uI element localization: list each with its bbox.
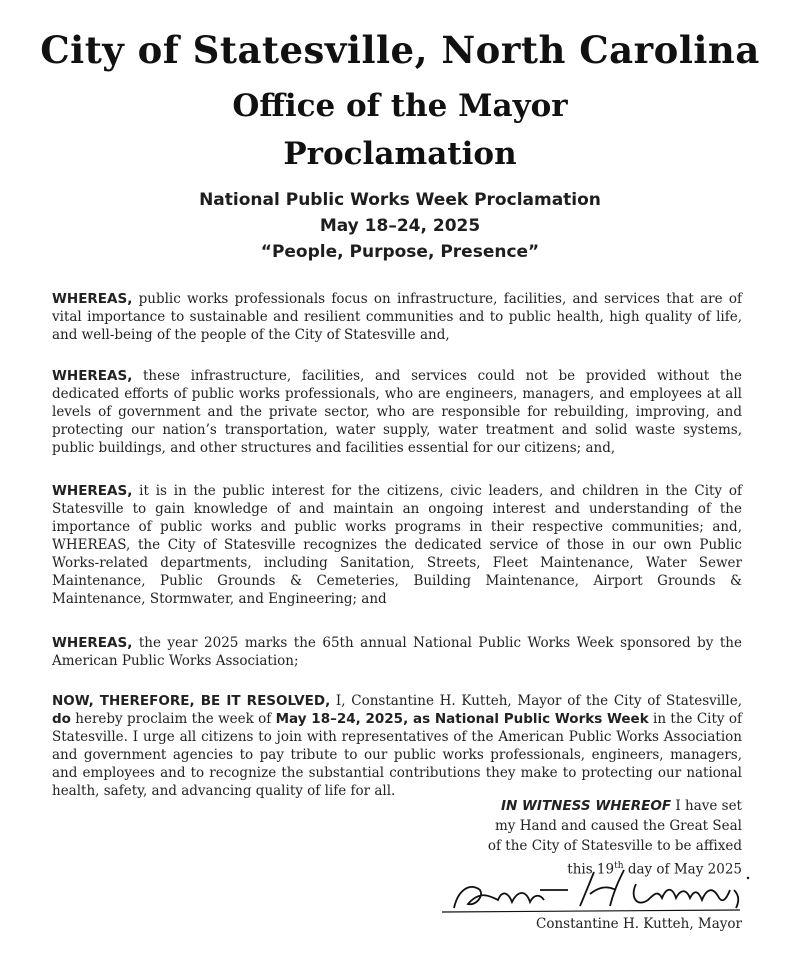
proclamation-heading: Proclamation <box>283 136 517 172</box>
resolved-lead: NOW, THEREFORE, BE IT RESOLVED, <box>52 693 331 709</box>
proclamation-title: National Public Works Week Proclamation <box>199 190 601 210</box>
paragraph-text: these infrastructure, facilities, and services could not be provided without the dedicated efforts of public works professionals, who are engineers, managers, and employees at all levels of government and the private sector, who are responsible for rebuilding, improving, and protecting our nation’s transportation, water supply, water treatment and solid waste systems, public buildings, and other structures and facilities essential for our citizens; and, <box>52 368 742 456</box>
witness-line-1 <box>442 796 742 816</box>
proclamation-dates: May 18–24, 2025 <box>319 216 481 236</box>
office-heading: Office of the Mayor <box>232 88 568 124</box>
ordinal-suffix: th <box>614 861 624 871</box>
witness-line-2: my Hand and caused the Great Seal <box>495 818 742 834</box>
witness-text: day of May 2025 <box>623 861 742 878</box>
paragraph-text: in the City of Statesville. I urge all citizens to join with representatives of the American Public Works Association and government agencies to pay tribute to our public works professionals, engineers, managers, and employees and to recognize the substantial contributions they make to protecting our national health, safety, and advancing quality of life for all. <box>52 711 743 799</box>
witness-line-3: of the City of Statesville to be affixed <box>487 838 742 854</box>
whereas-paragraph-2 <box>52 367 742 457</box>
whereas-lead: WHEREAS, <box>52 483 133 499</box>
city-heading: City of Statesville, North Carolina <box>40 28 760 72</box>
whereas-lead: WHEREAS, <box>52 291 133 307</box>
witness-text: this 19 <box>567 861 615 878</box>
whereas-paragraph-4 <box>52 634 742 670</box>
paragraph-text: hereby proclaim the week of <box>70 711 276 727</box>
emphasis-text: do <box>52 711 71 727</box>
whereas-lead: WHEREAS, <box>52 368 133 384</box>
emphasis-text: May 18–24, 2025, as National Public Works Week <box>275 711 649 727</box>
whereas-lead: WHEREAS, <box>52 635 133 651</box>
mayor-signature <box>440 860 760 920</box>
paragraph-text: I, Constantine H. Kutteh, Mayor of the City of Statesville, <box>330 693 742 709</box>
witness-lead: IN WITNESS WHEREOF <box>501 798 672 814</box>
witness-text: I have set <box>671 798 742 814</box>
whereas-paragraph-1 <box>52 290 742 344</box>
signer-name: Constantine H. Kutteh, Mayor <box>535 916 742 932</box>
paragraph-text: public works professionals focus on infrastructure, facilities, and services that are of vital importance to sustainable and resilient communities and to public health, high quality of life, and well-being of the people of the City of Statesville and, <box>52 291 742 343</box>
whereas-paragraph-3 <box>52 482 742 608</box>
proclamation-theme: “People, Purpose, Presence” <box>260 242 540 262</box>
paragraph-text: it is in the public interest for the citizens, civic leaders, and children in the City of Statesville to gain knowledge of and maintain an ongoing interest and understanding of the importance of public works and public works programs in their respective communities; and, WHEREAS, the City of Statesville recognizes the dedicated service of those in our own Public Works-related departments, including Sanitation, Streets, Fleet Maintenance, Water Sewer Maintenance, Public Grounds & Cemeteries, Building Maintenance, Airport Grounds & Maintenance, Stormwater, and Engineering; and <box>52 483 742 607</box>
resolved-paragraph <box>52 692 742 800</box>
paragraph-text: the year 2025 marks the 65th annual National Public Works Week sponsored by the American Public Works Association; <box>52 635 742 669</box>
